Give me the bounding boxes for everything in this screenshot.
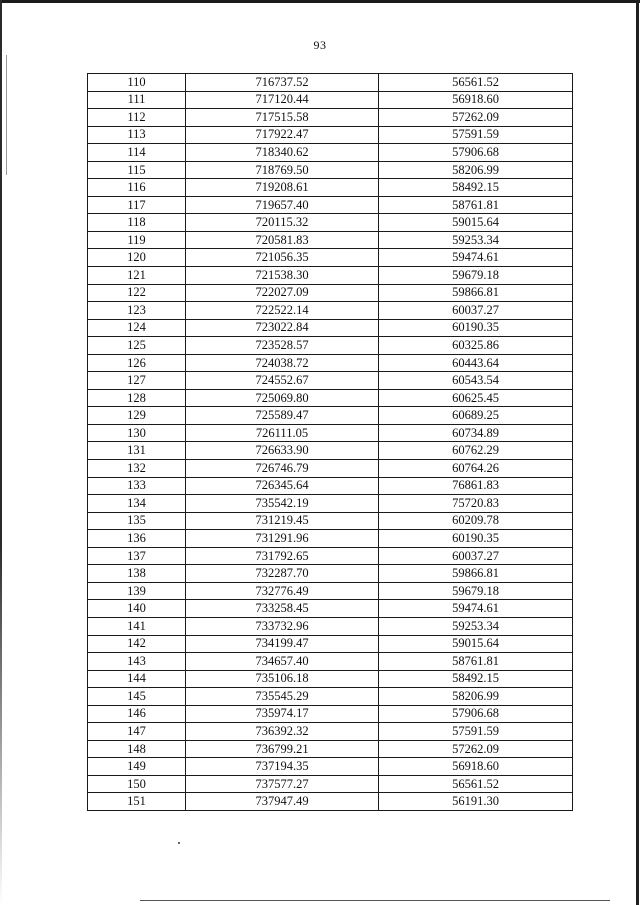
point-number-cell: 117	[88, 196, 186, 214]
point-number-cell: 115	[88, 161, 186, 179]
table-row	[88, 337, 573, 355]
point-number-cell: 149	[88, 758, 186, 776]
scan-speck	[178, 842, 180, 844]
point-number-cell: 129	[88, 407, 186, 425]
table-row	[88, 723, 573, 741]
point-number-cell: 125	[88, 337, 186, 355]
x-coordinate-cell: 725069.80	[186, 389, 379, 407]
x-coordinate-cell: 726746.79	[186, 460, 379, 478]
y-coordinate-cell: 76861.83	[379, 477, 573, 495]
table-row	[88, 424, 573, 442]
table-row	[88, 617, 573, 635]
table-row	[88, 302, 573, 320]
point-number-cell: 110	[88, 74, 186, 92]
x-coordinate-cell: 735974.17	[186, 705, 379, 723]
y-coordinate-cell: 60734.89	[379, 424, 573, 442]
point-number-cell: 130	[88, 424, 186, 442]
x-coordinate-cell: 721538.30	[186, 267, 379, 285]
point-number-cell: 134	[88, 495, 186, 513]
point-number-cell: 113	[88, 126, 186, 144]
x-coordinate-cell: 731291.96	[186, 530, 379, 548]
y-coordinate-cell: 59474.61	[379, 600, 573, 618]
coordinates-table	[87, 73, 573, 811]
point-number-cell: 145	[88, 688, 186, 706]
x-coordinate-cell: 734199.47	[186, 635, 379, 653]
x-coordinate-cell: 735542.19	[186, 495, 379, 513]
x-coordinate-cell: 722027.09	[186, 284, 379, 302]
table-body	[88, 74, 573, 811]
point-number-cell: 112	[88, 109, 186, 127]
table-row	[88, 214, 573, 232]
table-row	[88, 670, 573, 688]
x-coordinate-cell: 723528.57	[186, 337, 379, 355]
point-number-cell: 119	[88, 231, 186, 249]
x-coordinate-cell: 719657.40	[186, 196, 379, 214]
point-number-cell: 142	[88, 635, 186, 653]
x-coordinate-cell: 716737.52	[186, 74, 379, 92]
y-coordinate-cell: 58492.15	[379, 179, 573, 197]
table-row	[88, 196, 573, 214]
table-row	[88, 740, 573, 758]
x-coordinate-cell: 735545.29	[186, 688, 379, 706]
x-coordinate-cell: 737194.35	[186, 758, 379, 776]
y-coordinate-cell: 58492.15	[379, 670, 573, 688]
table-row	[88, 653, 573, 671]
table-row	[88, 582, 573, 600]
table-row	[88, 389, 573, 407]
table-row	[88, 74, 573, 92]
y-coordinate-cell: 60543.54	[379, 372, 573, 390]
x-coordinate-cell: 720581.83	[186, 231, 379, 249]
point-number-cell: 118	[88, 214, 186, 232]
table-row	[88, 372, 573, 390]
y-coordinate-cell: 60190.35	[379, 319, 573, 337]
y-coordinate-cell: 56918.60	[379, 758, 573, 776]
table-row	[88, 126, 573, 144]
x-coordinate-cell: 731792.65	[186, 547, 379, 565]
scan-border-left	[0, 0, 2, 905]
table-row	[88, 442, 573, 460]
point-number-cell: 124	[88, 319, 186, 337]
table-row	[88, 407, 573, 425]
point-number-cell: 120	[88, 249, 186, 267]
point-number-cell: 131	[88, 442, 186, 460]
y-coordinate-cell: 60209.78	[379, 512, 573, 530]
point-number-cell: 141	[88, 617, 186, 635]
y-coordinate-cell: 59679.18	[379, 267, 573, 285]
table-row	[88, 793, 573, 811]
table-row	[88, 775, 573, 793]
y-coordinate-cell: 60625.45	[379, 389, 573, 407]
table-row	[88, 179, 573, 197]
x-coordinate-cell: 718769.50	[186, 161, 379, 179]
x-coordinate-cell: 722522.14	[186, 302, 379, 320]
x-coordinate-cell: 721056.35	[186, 249, 379, 267]
table-row	[88, 91, 573, 109]
x-coordinate-cell: 733732.96	[186, 617, 379, 635]
x-coordinate-cell: 726345.64	[186, 477, 379, 495]
x-coordinate-cell: 724552.67	[186, 372, 379, 390]
y-coordinate-cell: 57262.09	[379, 740, 573, 758]
x-coordinate-cell: 725589.47	[186, 407, 379, 425]
table-row	[88, 354, 573, 372]
point-number-cell: 127	[88, 372, 186, 390]
x-coordinate-cell: 735106.18	[186, 670, 379, 688]
x-coordinate-cell: 717922.47	[186, 126, 379, 144]
table-row	[88, 284, 573, 302]
y-coordinate-cell: 57591.59	[379, 126, 573, 144]
table-row	[88, 635, 573, 653]
table-row	[88, 758, 573, 776]
x-coordinate-cell: 732776.49	[186, 582, 379, 600]
table-row	[88, 460, 573, 478]
point-number-cell: 151	[88, 793, 186, 811]
table-row	[88, 231, 573, 249]
x-coordinate-cell: 731219.45	[186, 512, 379, 530]
point-number-cell: 111	[88, 91, 186, 109]
table-row	[88, 547, 573, 565]
table-row	[88, 267, 573, 285]
page-number: 93	[313, 38, 327, 52]
x-coordinate-cell: 736799.21	[186, 740, 379, 758]
table-row	[88, 495, 573, 513]
table-row	[88, 144, 573, 162]
x-coordinate-cell: 726111.05	[186, 424, 379, 442]
y-coordinate-cell: 59866.81	[379, 565, 573, 583]
point-number-cell: 122	[88, 284, 186, 302]
scan-border-top	[0, 0, 640, 3]
scan-margin-mark	[6, 55, 7, 175]
x-coordinate-cell: 720115.32	[186, 214, 379, 232]
point-number-cell: 150	[88, 775, 186, 793]
y-coordinate-cell: 57906.68	[379, 144, 573, 162]
y-coordinate-cell: 57591.59	[379, 723, 573, 741]
y-coordinate-cell: 59015.64	[379, 214, 573, 232]
x-coordinate-cell: 737577.27	[186, 775, 379, 793]
table-row	[88, 512, 573, 530]
x-coordinate-cell: 717515.58	[186, 109, 379, 127]
x-coordinate-cell: 737947.49	[186, 793, 379, 811]
table-row	[88, 109, 573, 127]
point-number-cell: 114	[88, 144, 186, 162]
y-coordinate-cell: 75720.83	[379, 495, 573, 513]
point-number-cell: 136	[88, 530, 186, 548]
y-coordinate-cell: 58206.99	[379, 688, 573, 706]
table-row	[88, 705, 573, 723]
point-number-cell: 137	[88, 547, 186, 565]
x-coordinate-cell: 724038.72	[186, 354, 379, 372]
y-coordinate-cell: 59015.64	[379, 635, 573, 653]
y-coordinate-cell: 60689.25	[379, 407, 573, 425]
x-coordinate-cell: 733258.45	[186, 600, 379, 618]
table-row	[88, 477, 573, 495]
y-coordinate-cell: 56191.30	[379, 793, 573, 811]
y-coordinate-cell: 57906.68	[379, 705, 573, 723]
y-coordinate-cell: 60443.64	[379, 354, 573, 372]
x-coordinate-cell: 726633.90	[186, 442, 379, 460]
x-coordinate-cell: 732287.70	[186, 565, 379, 583]
y-coordinate-cell: 60764.26	[379, 460, 573, 478]
table-row	[88, 249, 573, 267]
point-number-cell: 123	[88, 302, 186, 320]
point-number-cell: 133	[88, 477, 186, 495]
point-number-cell: 126	[88, 354, 186, 372]
x-coordinate-cell: 718340.62	[186, 144, 379, 162]
point-number-cell: 140	[88, 600, 186, 618]
x-coordinate-cell: 723022.84	[186, 319, 379, 337]
y-coordinate-cell: 59679.18	[379, 582, 573, 600]
y-coordinate-cell: 60325.86	[379, 337, 573, 355]
point-number-cell: 116	[88, 179, 186, 197]
table-row	[88, 600, 573, 618]
table-row	[88, 565, 573, 583]
y-coordinate-cell: 56918.60	[379, 91, 573, 109]
x-coordinate-cell: 736392.32	[186, 723, 379, 741]
x-coordinate-cell: 734657.40	[186, 653, 379, 671]
table-row	[88, 161, 573, 179]
point-number-cell: 147	[88, 723, 186, 741]
y-coordinate-cell: 56561.52	[379, 775, 573, 793]
x-coordinate-cell: 717120.44	[186, 91, 379, 109]
y-coordinate-cell: 59253.34	[379, 617, 573, 635]
y-coordinate-cell: 59253.34	[379, 231, 573, 249]
x-coordinate-cell: 719208.61	[186, 179, 379, 197]
point-number-cell: 139	[88, 582, 186, 600]
y-coordinate-cell: 60762.29	[379, 442, 573, 460]
point-number-cell: 121	[88, 267, 186, 285]
y-coordinate-cell: 58761.81	[379, 196, 573, 214]
table-row	[88, 688, 573, 706]
point-number-cell: 143	[88, 653, 186, 671]
y-coordinate-cell: 59866.81	[379, 284, 573, 302]
table-row	[88, 319, 573, 337]
point-number-cell: 132	[88, 460, 186, 478]
point-number-cell: 138	[88, 565, 186, 583]
point-number-cell: 146	[88, 705, 186, 723]
point-number-cell: 144	[88, 670, 186, 688]
y-coordinate-cell: 58761.81	[379, 653, 573, 671]
y-coordinate-cell: 56561.52	[379, 74, 573, 92]
point-number-cell: 148	[88, 740, 186, 758]
scan-border-right	[636, 0, 639, 905]
y-coordinate-cell: 60190.35	[379, 530, 573, 548]
point-number-cell: 128	[88, 389, 186, 407]
y-coordinate-cell: 58206.99	[379, 161, 573, 179]
table-row	[88, 530, 573, 548]
scan-border-bottom	[140, 900, 610, 901]
point-number-cell: 135	[88, 512, 186, 530]
y-coordinate-cell: 59474.61	[379, 249, 573, 267]
y-coordinate-cell: 57262.09	[379, 109, 573, 127]
y-coordinate-cell: 60037.27	[379, 547, 573, 565]
y-coordinate-cell: 60037.27	[379, 302, 573, 320]
